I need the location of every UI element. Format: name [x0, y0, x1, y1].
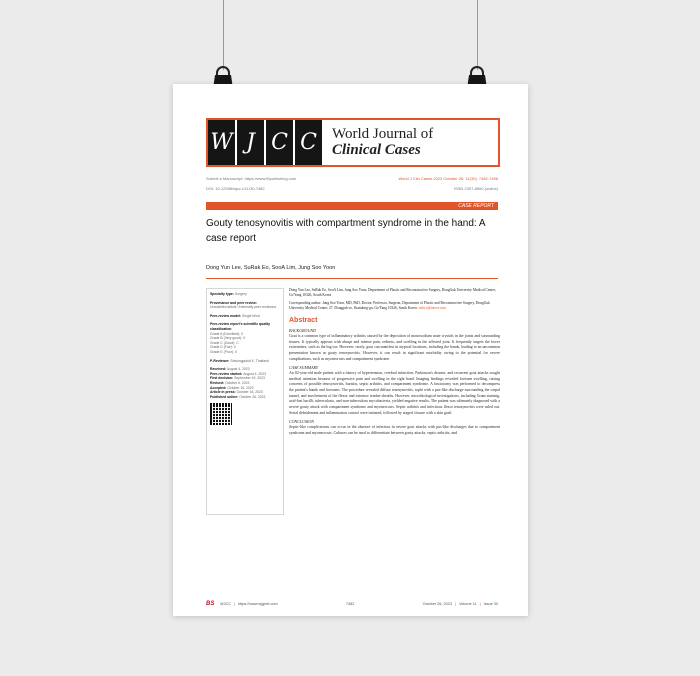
corresponding-text: Corresponding author: Jung Soo Yoon, MD, PhD, Doctor, Professor, Surgeon, Department of Plastic and Reconstructive Surgery, DongGuk University Medical Center, 27, Dongguk-ro, Ilsandong-gu, Go'Yang 10326, South Korea.	[289, 301, 490, 311]
footer-volume: Volume 11	[458, 602, 477, 606]
footer-url[interactable]: https://www.wjgnet.com	[237, 602, 278, 606]
quality-block	[210, 322, 280, 354]
reviewer-block	[210, 359, 280, 364]
meta-line-2	[206, 186, 498, 191]
model-block	[210, 314, 280, 319]
quality-label: Peer-review report's scientific quality classification	[210, 322, 270, 331]
journal-masthead	[206, 118, 500, 167]
footer-separator: |	[233, 602, 235, 606]
grade-line: Grade C (Good): C	[210, 340, 239, 345]
specialty-label: Specialty type:	[210, 292, 234, 296]
citation: World J Clin Cases 2023 October 26; 11(30): 7482-7496	[398, 176, 498, 181]
footer-separator: |	[479, 602, 481, 606]
date-label: Received:	[210, 367, 227, 372]
footer-journal: WJCC	[220, 602, 231, 606]
date-label: Revised:	[210, 380, 225, 385]
article-title: Gouty tenosynovitis with compartment syndrome in the hand: A case report	[206, 218, 486, 244]
grade-line: Grade A (Excellent): 0	[210, 331, 243, 336]
date-value: August 4, 2023	[226, 367, 250, 372]
category-bar	[206, 202, 498, 210]
specialty-value: Surgery	[234, 292, 247, 296]
article-page	[173, 84, 528, 616]
specialty-block	[210, 292, 280, 297]
hanging-wire-right	[477, 0, 478, 70]
grade-line: Grade B (Very good): 0	[210, 336, 245, 341]
affiliation: Dong Yun Lee, SuRak Eo, SooA Lim, Jung Soo Yoon, Department of Plastic and Reconstructive Surgery, DongGuk University Medical Center, Go'Yang 10326, South Korea	[289, 288, 496, 298]
date-row	[210, 395, 280, 400]
conclusion-heading: CONCLUSION	[289, 419, 314, 425]
provenance-value: Unsolicited article; Externally peer reviewed.	[210, 305, 277, 310]
footer-date: October 26, 2023	[422, 602, 452, 606]
provenance-label: Provenance and peer review:	[210, 300, 257, 305]
footer-separator: |	[454, 602, 456, 606]
dates-block	[210, 367, 280, 399]
journal-logo	[208, 120, 324, 165]
page-footer	[206, 600, 498, 608]
reviewer-value: Sriwongpukdi K, Thailand	[230, 358, 269, 363]
sidebar-info	[206, 288, 284, 515]
logo-letter: C	[266, 120, 295, 165]
date-value: October 16, 2023	[236, 390, 263, 395]
date-value: October 26, 2023	[239, 394, 266, 399]
date-label: Peer-review started:	[210, 371, 243, 376]
meta-line-1	[206, 176, 498, 181]
corresponding-email[interactable]: ixtbyo@naver.com	[418, 306, 446, 311]
abstract-heading: Abstract	[289, 317, 318, 325]
logo-letter: W	[208, 120, 237, 165]
model-value: Single blind	[242, 313, 260, 318]
journal-name-line1: World Journal of	[332, 125, 434, 142]
publisher-logo: BS	[206, 601, 215, 607]
main-column	[289, 288, 500, 439]
logo-letter: C	[295, 120, 324, 165]
reviewer-label: P-Reviewer:	[210, 358, 230, 363]
footer-issue: Issue 30	[483, 602, 498, 606]
corresponding-author	[289, 301, 500, 311]
logo-letter: J	[237, 120, 266, 165]
divider	[206, 278, 498, 279]
model-label: Peer-review model:	[210, 313, 242, 318]
hanging-wire-left	[223, 0, 224, 70]
provenance-block	[210, 301, 280, 310]
footer-page: 7482	[345, 602, 355, 606]
date-label: First decision:	[210, 376, 234, 381]
author-list: Dong Yun Lee, SuRak Eo, SooA Lim, Jung Soo Yoon	[206, 265, 336, 271]
date-value: August 4, 2023	[243, 371, 266, 376]
date-value: October 6, 2023	[225, 380, 250, 385]
journal-name	[332, 127, 433, 159]
background-text: Gout is a common type of inflammatory arthritis caused by the deposition of monosodium urate crystals in the joints and surrounding tissues. It typically appears with abrupt and intense pain, redness, and swelling in the affected joint. It frequently targets the lower extremities, such as the big toe. However, rarely, gout can manifest in atypical locations, including the hands, leading to an uncommon presentation known as gouty tenosynovitis. However, it can result in significant morbidity owing to the potential for severe complications, such as myonecrosis and compartment syndrome.	[289, 333, 500, 361]
doi[interactable]: DOI: 10.12998/wjcc.v11.i30.7482	[206, 186, 265, 191]
date-label: Article in press:	[210, 390, 236, 395]
case-summary-heading: CASE SUMMARY	[289, 365, 319, 371]
journal-name-line2: Clinical Cases	[332, 141, 421, 158]
case-summary-text: An 82-year-old male patient with a history of hypertension, cerebral infarction, Parkinson's disease, and recurrent gout attacks sought medical attention because of progressive pain and swelling in the right hand. Imaging findings revealed forearm swelling, raising concerns of possible tenosynovitis, bursitis, septic arthritis, and compartment syndrome. A fasciotomy was performed to decompress the patient's hands and forearms. The procedure revealed diffuse tenosynovitis, tophi with a pus-like discharge surrounding the carpal tunnel, and involvement of the flexor and extensor tendon sheaths. However, microbiological investigations, including Gram staining, acid-fast bacilli, tuberculosis, and non-tuberculous mycobacteria, yielded negative results. The patient was ultimately diagnosed with a severe gouty attack with compartment syndrome and myonecrosis. Septic arthritis and infectious flexor tenosynovitis were ruled out. Serial debridement and inflammation control were initiated, followed by staged closure with a skin graft.	[289, 370, 500, 415]
conclusion-text: Septic-like complications can occur in the absence of infection in severe gout attacks with pus-like discharges due to compartment syndrome and myonecrosis. Cultures can be used to differentiate between gouty attacks, septic arthritis, and	[289, 424, 500, 435]
grade-line: Grade D (Fair): 0	[210, 345, 236, 350]
submit-link[interactable]: Submit a Manuscript: https://www.f6publishing.com	[206, 176, 297, 181]
grade-line: Grade E (Poor): 0	[210, 349, 237, 354]
date-label: Accepted:	[210, 385, 227, 390]
date-label: Published online:	[210, 394, 239, 399]
qr-code-icon[interactable]	[210, 403, 232, 425]
background-heading: BACKGROUND	[289, 328, 316, 334]
issn: ISSN 2307-8960 (online)	[453, 186, 498, 191]
date-value: October 16, 2023	[227, 385, 254, 390]
category-label: CASE REPORT	[458, 203, 494, 209]
date-value: September 19, 2023	[234, 376, 265, 381]
